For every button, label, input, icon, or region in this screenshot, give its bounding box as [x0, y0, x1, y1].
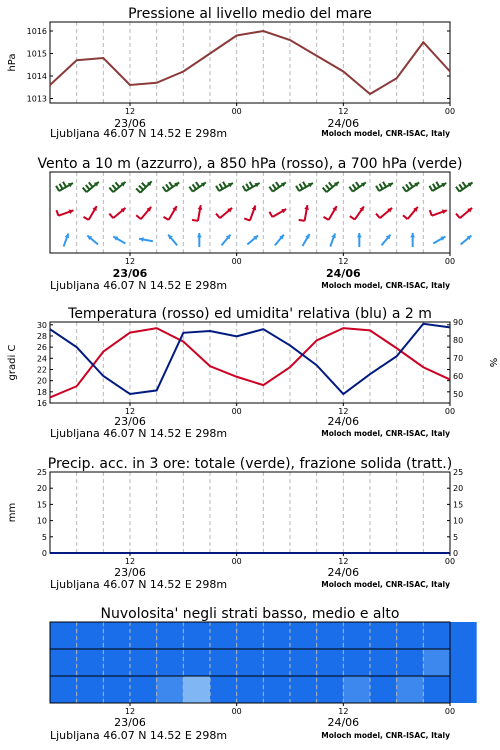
- wind-barb: [87, 236, 98, 245]
- wind-barb-flag: [350, 216, 355, 219]
- cloud-cell: [130, 649, 157, 676]
- chart-title: Vento a 10 m (azzurro), a 850 hPa (rosso), a 700 hPa (verde): [37, 156, 463, 172]
- cloud-cell: [317, 649, 344, 676]
- chart-title: Nuvolosita' negli strati basso, medio e alto: [100, 606, 400, 622]
- wind-barb-flag: [166, 184, 169, 189]
- y-right-tick-label: 0: [453, 549, 459, 558]
- date-label: 24/06: [326, 267, 361, 280]
- cloud-cell: [370, 676, 397, 703]
- wind-barb: [376, 208, 392, 218]
- model-credit: Moloch model, CNR-ISAC, Italy: [321, 429, 450, 438]
- wind-barb-flag: [433, 184, 436, 189]
- cloud-cell: [317, 676, 344, 703]
- wind-barb: [139, 237, 153, 242]
- wind-barb: [56, 182, 73, 191]
- wind-barb-flag: [169, 182, 172, 187]
- date-label: 23/06: [114, 716, 146, 729]
- wind-barb-flag: [244, 218, 250, 220]
- temperature-line: [50, 328, 450, 397]
- model-credit: Moloch model, CNR-ISAC, Italy: [321, 281, 450, 290]
- wind-barb: [163, 182, 180, 192]
- y-tick-label: 30: [36, 320, 47, 330]
- wind-barb-flag: [456, 187, 459, 192]
- wind-barb-flag: [220, 184, 223, 189]
- cloud-cell: [343, 676, 370, 703]
- wind-barb-flag: [189, 187, 192, 192]
- y-tick-label: 1013: [26, 94, 47, 104]
- date-label: 23/06: [114, 566, 146, 579]
- wind-barb: [109, 208, 125, 218]
- cloud-cell: [77, 649, 104, 676]
- wind-barb: [403, 182, 420, 192]
- cloud-cell: [423, 676, 450, 703]
- x-tick-label: 00: [444, 257, 456, 266]
- wind-barb-flag: [250, 182, 253, 187]
- x-tick-label: 00: [444, 407, 456, 416]
- wind-barb: [197, 233, 202, 247]
- wind-barb: [192, 205, 202, 221]
- y-right-tick-label: 70: [453, 354, 464, 363]
- wind-barb: [163, 206, 176, 220]
- cloud-cell: [157, 622, 184, 649]
- x-tick-label: 00: [444, 557, 456, 566]
- wind-barb-flag: [109, 214, 113, 219]
- wind-barb-flag: [246, 184, 249, 189]
- cloud-cell: [210, 622, 237, 649]
- wind-barb-flag: [216, 186, 219, 191]
- cloud-cell: [50, 676, 77, 703]
- wind-barb-flag: [243, 186, 246, 191]
- wind-barb: [136, 181, 152, 192]
- cloud-cell: [263, 676, 290, 703]
- wind-barb: [64, 233, 70, 246]
- temperature-frame: [50, 322, 450, 403]
- cloud-cell: [237, 676, 264, 703]
- wind-barb-flag: [403, 187, 406, 192]
- y-tick-label: 26: [36, 343, 47, 353]
- x-tick-label: 00: [444, 107, 456, 116]
- date-label: 24/06: [327, 117, 360, 130]
- wind-barb: [357, 233, 362, 247]
- cloud-cell: [103, 649, 130, 676]
- y-tick-label: 1016: [26, 27, 47, 36]
- cloud-cell: [423, 649, 450, 676]
- wind-barb-flag: [196, 182, 199, 187]
- wind-barb: [216, 182, 233, 191]
- cloud-cell: [237, 649, 264, 676]
- x-tick-label: 00: [231, 107, 242, 116]
- wind-barb: [330, 233, 336, 246]
- wind-barb-flag: [115, 182, 119, 187]
- wind-barb: [113, 237, 125, 244]
- wind-barb: [456, 182, 473, 192]
- wind-barb: [429, 182, 446, 191]
- x-tick-label: 12: [124, 257, 136, 266]
- y-tick-label: 16: [36, 399, 47, 408]
- wind-barb-flag: [136, 215, 141, 219]
- wind-barb-flag: [356, 182, 359, 187]
- y-right-tick-label: 50: [453, 390, 464, 399]
- cloud-cell: [183, 622, 210, 649]
- cloud-cell: [290, 676, 317, 703]
- cloud-cell: [183, 676, 210, 703]
- wind-barb-flag: [142, 183, 146, 187]
- y-right-axis-label: %: [487, 357, 498, 368]
- wind-barb-flag: [429, 186, 432, 191]
- wind-barb-flag: [83, 217, 88, 220]
- wind-barb: [56, 210, 73, 216]
- wind-barb-flag: [60, 184, 63, 189]
- location-label: Ljubljana 46.07 N 14.52 E 298m: [50, 427, 228, 440]
- wind-barb-flag: [216, 214, 220, 219]
- location-label: Ljubljana 46.07 N 14.52 E 298m: [50, 578, 228, 591]
- wind-barb-head: [357, 233, 362, 237]
- y-tick-label: 18: [36, 387, 47, 397]
- wind-barb: [109, 182, 125, 192]
- wind-barb-flag: [163, 187, 166, 192]
- wind-barb: [303, 234, 310, 246]
- wind-barb: [299, 205, 309, 221]
- y-right-tick-label: 80: [453, 336, 464, 345]
- cloud-cell: [130, 676, 157, 703]
- wind-barb-flag: [269, 212, 272, 217]
- y-right-tick-label: 90: [453, 318, 464, 327]
- wind-barb: [83, 206, 96, 220]
- wind-barb-flag: [329, 182, 333, 187]
- cloud-cell: [397, 622, 424, 649]
- y-tick-label: 15: [36, 500, 47, 510]
- wind-barb: [456, 208, 472, 218]
- wind-barb-flag: [296, 186, 299, 191]
- wind-barb-flag: [303, 182, 306, 187]
- y-right-tick-label: 5: [453, 532, 459, 542]
- wind-barb: [247, 236, 258, 245]
- cloud-cell: [183, 649, 210, 676]
- wind-barb-flag: [409, 182, 412, 187]
- wind-barb: [410, 233, 415, 247]
- wind-barb-flag: [436, 182, 439, 187]
- cloud-cell: [157, 676, 184, 703]
- y-tick-label: 0: [41, 549, 47, 558]
- wind-barb-flag: [380, 184, 383, 189]
- wind-barb-flag: [276, 182, 279, 187]
- cloud-cell: [450, 622, 477, 649]
- y-right-tick-label: 15: [453, 500, 464, 510]
- wind-barb: [244, 205, 256, 220]
- wind-barb: [350, 206, 364, 219]
- wind-barb-flag: [112, 185, 116, 190]
- wind-barb: [382, 235, 391, 246]
- date-label: 23/06: [112, 267, 148, 280]
- cloud-cell: [343, 649, 370, 676]
- wind-barb-flag: [349, 187, 352, 192]
- cloud-cell: [77, 622, 104, 649]
- x-tick-label: 12: [338, 707, 349, 716]
- location-label: Ljubljana 46.07 N 14.52 E 298m: [50, 279, 228, 292]
- wind-barb: [430, 210, 447, 216]
- wind-barb: [376, 182, 393, 191]
- wind-barb-flag: [353, 184, 356, 189]
- x-tick-label: 00: [231, 557, 242, 566]
- wind-barb: [323, 206, 336, 220]
- wind-barb: [83, 182, 99, 192]
- y-right-tick-label: 60: [453, 372, 464, 381]
- wind-barb-flag: [192, 220, 198, 221]
- x-tick-label: 12: [338, 557, 349, 566]
- cloud-cell: [157, 649, 184, 676]
- cloud-cell: [103, 676, 130, 703]
- cloud-cell: [343, 622, 370, 649]
- x-tick-label: 12: [338, 107, 349, 116]
- cloud-cell: [77, 676, 104, 703]
- x-tick-label: 12: [338, 257, 349, 266]
- y-tick-label: 20: [36, 484, 47, 494]
- cloud-cell: [290, 622, 317, 649]
- location-label: Ljubljana 46.07 N 14.52 E 298m: [50, 127, 228, 140]
- wind-barb-flag: [273, 184, 276, 189]
- cloud-cell: [237, 622, 264, 649]
- x-tick-label: 12: [124, 707, 136, 716]
- wind-barb: [461, 236, 472, 245]
- y-tick-label: 20: [36, 376, 47, 386]
- chart-title: Pressione al livello medio del mare: [128, 6, 372, 22]
- date-label: 24/06: [327, 415, 360, 428]
- model-credit: Moloch model, CNR-ISAC, Italy: [321, 129, 450, 138]
- wind-barb-flag: [299, 220, 305, 221]
- wind-barb-flag: [300, 184, 303, 189]
- wind-barb: [269, 182, 286, 192]
- cloud-cell: [290, 649, 317, 676]
- pressure-line: [50, 31, 450, 94]
- wind-barb-flag: [223, 182, 226, 187]
- cloud-cell: [130, 622, 157, 649]
- chart-title: Temperatura (rosso) ed umidita' relativa (blu) a 2 m: [68, 306, 432, 322]
- y-tick-label: 5: [41, 532, 47, 542]
- wind-barb: [349, 182, 366, 192]
- wind-barb-flag: [109, 188, 113, 193]
- y-tick-label: 25: [36, 468, 47, 477]
- wind-barb: [222, 235, 231, 246]
- wind-barb-head: [410, 233, 415, 237]
- wind-barb-flag: [269, 187, 272, 192]
- wind-barb-flag: [459, 184, 462, 189]
- wind-barb-flag: [430, 210, 432, 216]
- date-label: 23/06: [114, 415, 146, 428]
- cloud-cell: [50, 622, 77, 649]
- wind-barb: [168, 235, 177, 246]
- wind-barb: [403, 207, 418, 219]
- wind-barb-head: [197, 233, 202, 237]
- wind-barb: [433, 237, 445, 244]
- y-axis-label: mm: [7, 502, 18, 523]
- date-label: 23/06: [114, 117, 146, 130]
- x-tick-label: 12: [124, 107, 136, 116]
- cloud-cell: [450, 649, 477, 676]
- wind-barb-flag: [163, 217, 168, 220]
- date-label: 24/06: [327, 566, 360, 579]
- wind-barb-flag: [376, 186, 379, 191]
- chart-title: Precip. acc. in 3 ore: totale (verde), frazione solida (tratt.): [47, 456, 453, 472]
- y-right-tick-label: 25: [453, 468, 464, 477]
- cloud-cell: [317, 622, 344, 649]
- x-tick-label: 00: [231, 707, 242, 716]
- y-axis-label: gradi C: [7, 344, 18, 381]
- x-tick-label: 12: [124, 407, 136, 416]
- cloud-cell: [263, 622, 290, 649]
- y-tick-label: 10: [36, 516, 47, 526]
- wind-barb: [296, 182, 313, 191]
- wind-barb: [243, 182, 260, 191]
- wind-barb: [136, 207, 151, 219]
- cloud-cell: [210, 676, 237, 703]
- wind-barb-flag: [56, 186, 59, 191]
- model-credit: Moloch model, CNR-ISAC, Italy: [321, 580, 450, 589]
- wind-barb-flag: [323, 217, 328, 220]
- precip-frame: [50, 472, 450, 553]
- wind-barb-flag: [136, 188, 140, 192]
- wind-barb-flag: [403, 215, 408, 219]
- y-tick-label: 28: [36, 331, 47, 341]
- x-tick-label: 00: [231, 407, 242, 416]
- wind-barb-flag: [56, 210, 58, 216]
- wind-barb: [269, 209, 286, 217]
- cloud-cell: [103, 622, 130, 649]
- y-tick-label: 22: [36, 365, 47, 375]
- wind-barb-flag: [326, 185, 330, 190]
- wind-barb-flag: [63, 182, 66, 187]
- x-tick-label: 12: [338, 407, 349, 416]
- x-tick-label: 00: [444, 707, 456, 716]
- y-right-tick-label: 20: [453, 484, 464, 494]
- y-right-tick-label: 10: [453, 516, 464, 526]
- date-label: 24/06: [327, 716, 360, 729]
- wind-barb-flag: [376, 214, 380, 219]
- cloud-cell: [450, 676, 477, 703]
- y-tick-label: 24: [36, 354, 47, 364]
- x-tick-label: 00: [231, 257, 242, 266]
- cloud-cell: [397, 676, 424, 703]
- wind-barb-flag: [86, 185, 90, 190]
- wind-barb-flag: [406, 184, 409, 189]
- cloud-cell: [263, 649, 290, 676]
- cloud-cell: [397, 649, 424, 676]
- cloud-cell: [50, 649, 77, 676]
- humidity-line: [50, 324, 450, 394]
- wind-barb-flag: [139, 186, 143, 190]
- model-credit: Moloch model, CNR-ISAC, Italy: [321, 731, 450, 740]
- wind-barb-flag: [89, 182, 93, 187]
- cloud-cell: [210, 649, 237, 676]
- wind-barb-flag: [383, 182, 386, 187]
- y-axis-label: hPa: [7, 53, 18, 72]
- wind-barb-flag: [456, 214, 460, 219]
- cloud-cell: [370, 649, 397, 676]
- wind-barb: [323, 182, 339, 192]
- y-tick-label: 1015: [26, 49, 47, 59]
- wind-barb-flag: [83, 188, 87, 193]
- location-label: Ljubljana 46.07 N 14.52 E 298m: [50, 729, 228, 742]
- wind-barb: [275, 235, 284, 246]
- cloud-cell: [370, 622, 397, 649]
- wind-barb: [216, 208, 232, 218]
- wind-barb-flag: [193, 184, 196, 189]
- x-tick-label: 12: [124, 557, 136, 566]
- wind-barb: [189, 182, 206, 192]
- wind-barb-flag: [463, 182, 466, 187]
- wind-barb-flag: [323, 188, 327, 193]
- cloud-cell: [423, 622, 450, 649]
- y-tick-label: 1014: [26, 72, 47, 81]
